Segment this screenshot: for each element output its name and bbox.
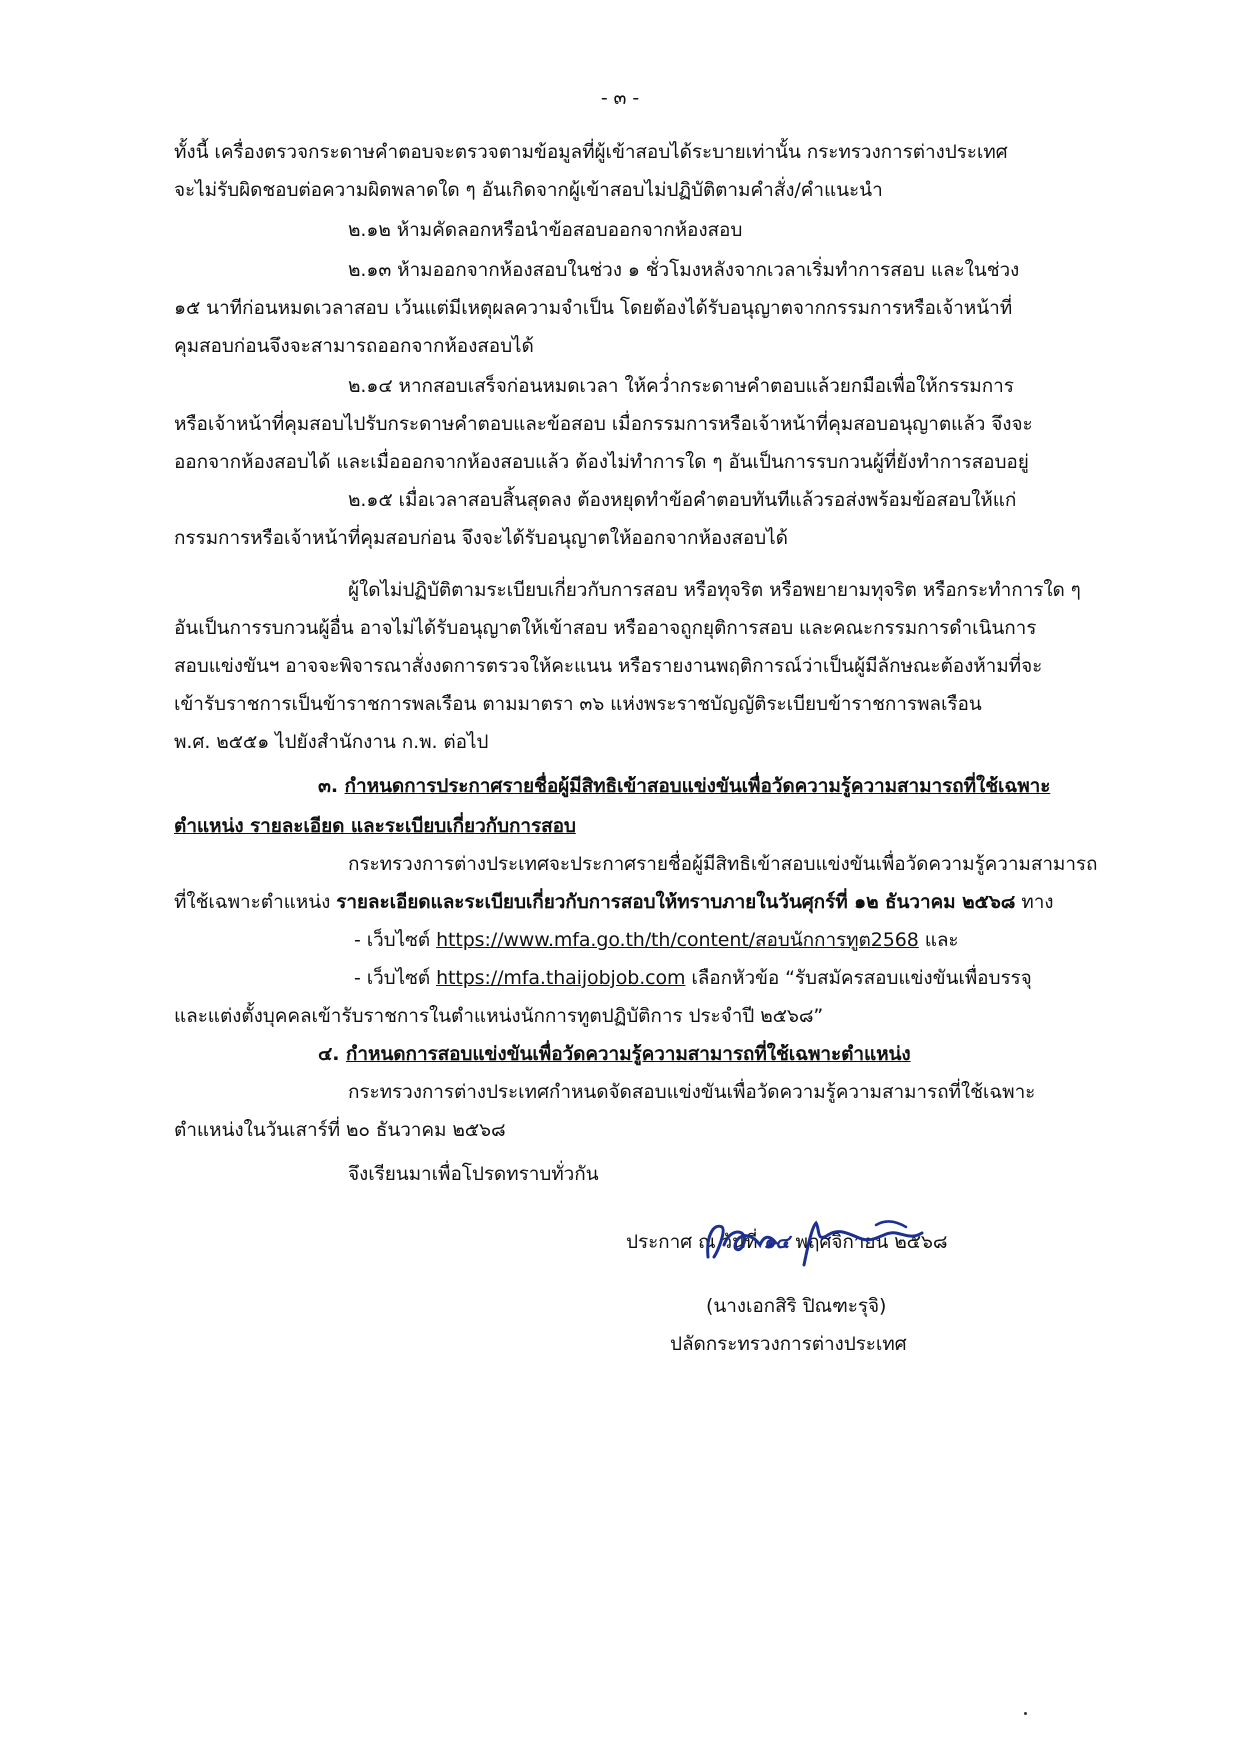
website-2-line2: และแต่งตั้งบุคคลเข้ารับราชการในตำแหน่งนักการทูตปฏิบัติการ ประจำปี ๒๕๖๘” xyxy=(174,1005,824,1027)
website-2-line xyxy=(354,964,1032,992)
item-2-14-line2: หรือเจ้าหน้าที่คุมสอบไปรับกระดาษคำตอบและข้อสอบ เมื่อกรรมการหรือเจ้าหน้าที่คุมสอบอนุญาตแล้ว จึงจะ xyxy=(174,413,1033,435)
section3-number: ๓. xyxy=(318,775,339,797)
closing-line: จึงเรียนมาเพื่อโปรดทราบทั่วกัน xyxy=(348,1163,599,1185)
announcement-suffix: พฤศจิกายน ๒๕๖๘ xyxy=(789,1231,948,1253)
penalty-line5: พ.ศ. ๒๕๕๑ ไปยังสำนักงาน ก.พ. ต่อไป xyxy=(174,731,489,753)
item-2-15-line2: กรรมการหรือเจ้าหน้าที่คุมสอบก่อน จึงจะได้รับอนุญาตให้ออกจากห้องสอบได้ xyxy=(174,527,788,549)
website-2-link[interactable]: https://mfa.thaijobjob.com xyxy=(436,967,686,989)
website-2-suffix: เลือกหัวข้อ “รับสมัครสอบแข่งขันเพื่อบรรจุ xyxy=(685,967,1032,989)
paragraph-a-line1: ทั้งนี้ เครื่องตรวจกระดาษคำตอบจะตรวจตามข้อมูลที่ผู้เข้าสอบได้ระบายเท่านั้น กระทรวงการต่างประเทศ xyxy=(174,141,1008,163)
item-2-14-line3: ออกจากห้องสอบได้ และเมื่อออกจากห้องสอบแล้ว ต้องไม่ทำการใด ๆ อันเป็นการรบกวนผู้ที่ยังทำการสอบอยู่ xyxy=(174,451,1029,473)
signature-image xyxy=(700,1205,940,1275)
website-1-prefix: - เว็บไซต์ xyxy=(354,929,437,951)
scan-speck xyxy=(1024,1712,1027,1715)
website-1-suffix: และ xyxy=(918,929,959,951)
section3-body-line2-end: ทาง xyxy=(1015,891,1054,913)
section4-number: ๔. xyxy=(318,1043,340,1065)
section4-heading xyxy=(318,1040,911,1068)
section3-heading-line2: ตำแหน่ง รายละเอียด และระเบียบเกี่ยวกับการสอบ xyxy=(174,815,576,837)
website-1-line xyxy=(354,926,958,954)
section3-heading-text: กำหนดการประกาศรายชื่อผู้มีสิทธิเข้าสอบแข่งขันเพื่อวัดความรู้ความสามารถที่ใช้เฉพาะ xyxy=(344,775,1051,797)
section3-heading-line1 xyxy=(318,772,1050,800)
announcement-prefix: ประกาศ ณ วันที่ xyxy=(626,1231,764,1253)
penalty-line2: อันเป็นการรบกวนผู้อื่น อาจไม่ได้รับอนุญาตให้เข้าสอบ หรืออาจถูกยุติการสอบ และคณะกรรมการดำเนินการ xyxy=(174,617,1037,639)
item-2-15-line1: ๒.๑๕ เมื่อเวลาสอบสิ้นสุดลง ต้องหยุดทำข้อคำตอบทันทีแล้วรอส่งพร้อมข้อสอบให้แก่ xyxy=(348,489,1017,511)
penalty-line3: สอบแข่งขันฯ อาจจะพิจารณาสั่งงดการตรวจให้คะแนน หรือรายงานพฤติการณ์ว่าเป็นผู้มีลักษณะต้องห้ามที่จะ xyxy=(174,655,1043,677)
website-1-link[interactable]: https://www.mfa.go.th/th/content/สอบนักการทูต2568 xyxy=(436,929,919,951)
item-2-13-line3: คุมสอบก่อนจึงจะสามารถออกจากห้องสอบได้ xyxy=(174,335,534,357)
section3-body-line2-bold: รายละเอียดและระเบียบเกี่ยวกับการสอบให้ทราบภายในวันศุกร์ที่ ๑๒ ธันวาคม ๒๕๖๘ xyxy=(336,891,1016,913)
penalty-line4: เข้ารับราชการเป็นข้าราชการพลเรือน ตามมาตรา ๓๖ แห่งพระราชบัญญัติระเบียบข้าราชการพลเรือน xyxy=(174,693,982,715)
item-2-14-line1: ๒.๑๔ หากสอบเสร็จก่อนหมดเวลา ให้คว่ำกระดาษคำตอบแล้วยกมือเพื่อให้กรรมการ xyxy=(348,375,1014,397)
announcement-day: ๑๔ xyxy=(763,1231,790,1253)
signatory-name: (นางเอกสิริ ปิณฑะรุจิ) xyxy=(706,1295,887,1317)
section3-body-line2-start: ที่ใช้เฉพาะตำแหน่ง xyxy=(174,891,337,913)
website-2-prefix: - เว็บไซต์ xyxy=(354,967,437,989)
page-number: - ๓ - xyxy=(600,87,640,109)
penalty-line1: ผู้ใดไม่ปฏิบัติตามระเบียบเกี่ยวกับการสอบ หรือทุจริต หรือพยายามทุจริต หรือกระทำการใด ๆ xyxy=(348,579,1081,601)
signatory-title: ปลัดกระทรวงการต่างประเทศ xyxy=(670,1333,907,1355)
section3-body-line2 xyxy=(174,888,1053,916)
section4-body-line2: ตำแหน่งในวันเสาร์ที่ ๒๐ ธันวาคม ๒๕๖๘ xyxy=(174,1119,506,1141)
section4-body-line1: กระทรวงการต่างประเทศกำหนดจัดสอบแข่งขันเพื่อวัดความรู้ความสามารถที่ใช้เฉพาะ xyxy=(348,1081,1036,1103)
section4-heading-text: กำหนดการสอบแข่งขันเพื่อวัดความรู้ความสามารถที่ใช้เฉพาะตำแหน่ง xyxy=(345,1043,911,1065)
item-2-13-line2: ๑๕ นาทีก่อนหมดเวลาสอบ เว้นแต่มีเหตุผลความจำเป็น โดยต้องได้รับอนุญาตจากกรรมการหรือเจ้าหน้าที่ xyxy=(174,297,1013,319)
paragraph-a-line2: จะไม่รับผิดชอบต่อความผิดพลาดใด ๆ อันเกิดจากผู้เข้าสอบไม่ปฏิบัติตามคำสั่ง/คำแนะนำ xyxy=(174,179,883,201)
item-2-13-line1: ๒.๑๓ ห้ามออกจากห้องสอบในช่วง ๑ ชั่วโมงหลังจากเวลาเริ่มทำการสอบ และในช่วง xyxy=(348,259,1020,281)
item-2-12: ๒.๑๒ ห้ามคัดลอกหรือนำข้อสอบออกจากห้องสอบ xyxy=(348,219,743,241)
section3-body-line1: กระทรวงการต่างประเทศจะประกาศรายชื่อผู้มีสิทธิเข้าสอบแข่งขันเพื่อวัดความรู้ความสามารถ xyxy=(348,853,1098,875)
